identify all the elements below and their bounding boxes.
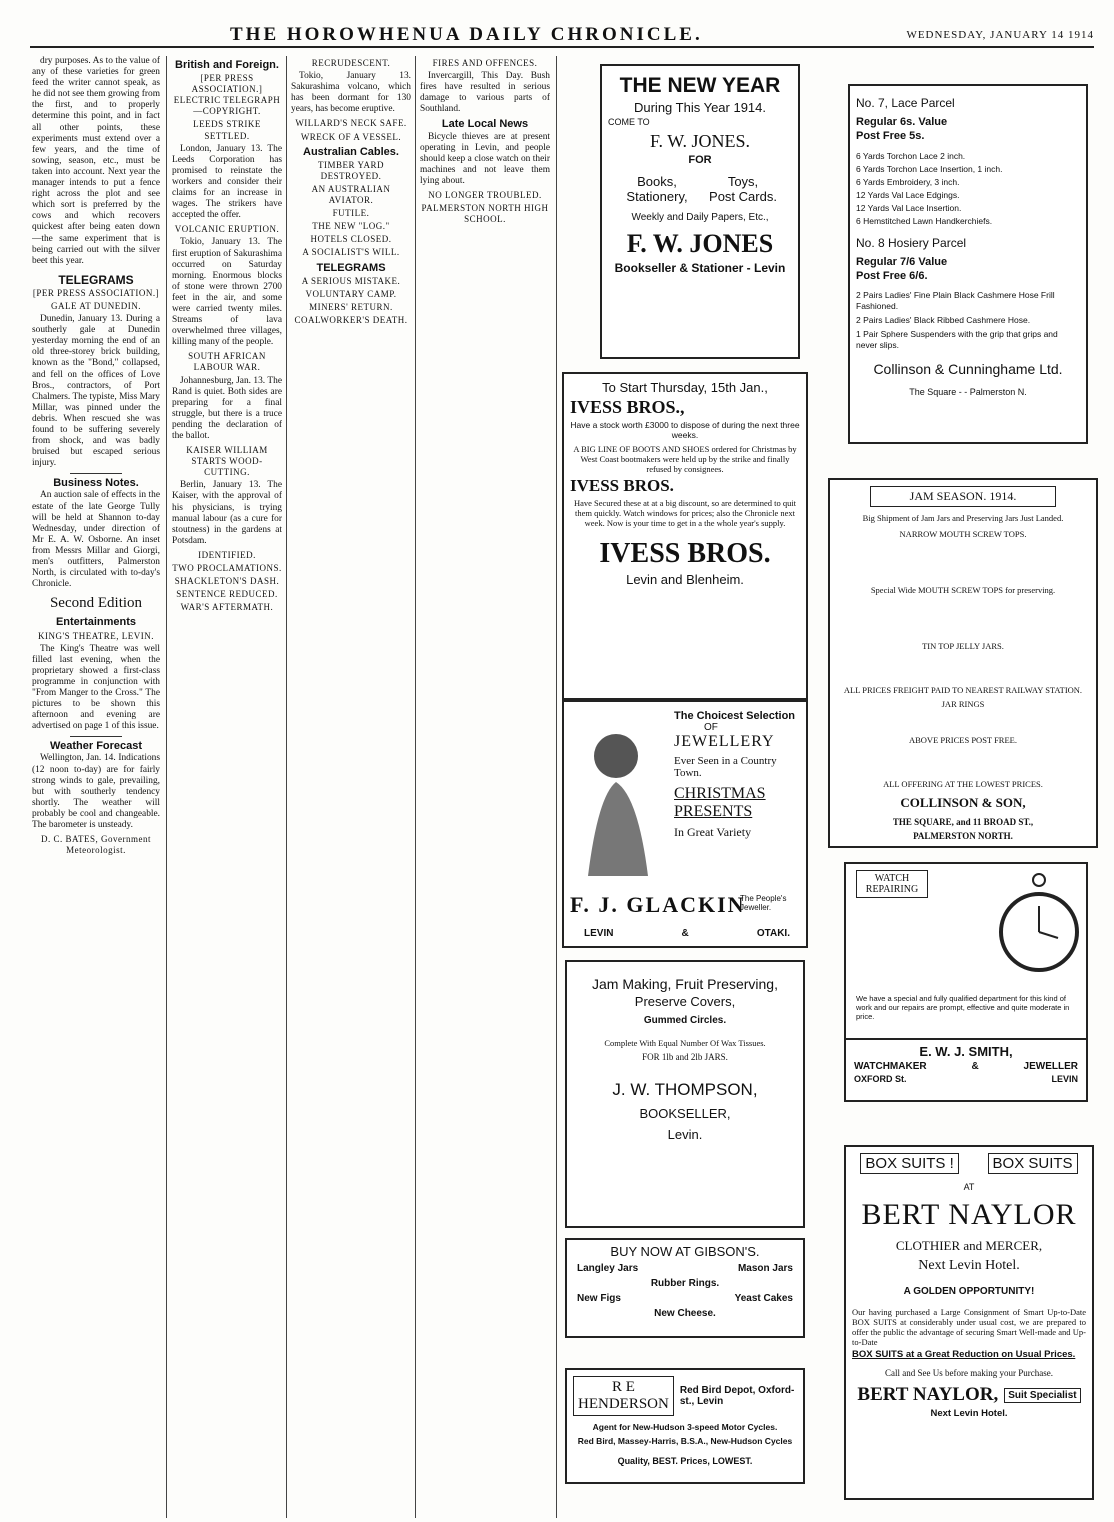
ad-item: 2 Pairs Ladies' Fine Plain Black Cashmere Hose Frill Fashioned. (856, 290, 1055, 311)
article-title: RECRUDESCENT. (311, 58, 391, 68)
ad-line: Regular 6s. Value (856, 116, 948, 128)
article-title: KAISER WILLIAM STARTS WOOD-CUTTING. (186, 445, 268, 478)
article-title: GALE AT DUNEDIN. (50, 300, 142, 311)
article-title: FUTILE. (332, 208, 370, 219)
ad-list (856, 150, 1080, 228)
ad-line: BOOKSELLER, (639, 1106, 731, 1121)
newspaper-title: THE HOROWHENUA DAILY CHRONICLE. (230, 24, 703, 45)
column-rule (415, 56, 416, 1518)
ad-line: Preserve Covers, (634, 994, 736, 1009)
ad-title: BUY NOW AT GIBSON'S. (610, 1244, 760, 1259)
ad-line: The Square - - Palmerston N. (909, 387, 1027, 397)
ad-title: No. 7, Lace Parcel (856, 96, 955, 110)
ad-title: No. 8 Hosiery Parcel (856, 236, 967, 250)
ad-line: PALMERSTON NORTH. (913, 831, 1013, 841)
ad-name: IVESS BROS. (599, 538, 771, 569)
ad-name: F. W. JONES (626, 229, 774, 258)
entertainments-heading: Entertainments (55, 616, 137, 629)
column-4 (420, 56, 550, 1518)
ad-item: 1 Pair Sphere Suspenders with the grip that grips and never slips. (856, 329, 1058, 350)
ad-name: BERT NAYLOR (861, 1198, 1077, 1231)
ad-item: New Figs (577, 1293, 621, 1304)
ad-line: WATCHMAKER (854, 1061, 927, 1072)
ad-line: Gummed Circles. (643, 1015, 727, 1026)
ad-line: FOR 1lb and 2lb JARS. (642, 1052, 728, 1062)
ad-sign: WATCH REPAIRING (856, 870, 928, 898)
ad-trades (854, 1061, 1078, 1072)
issue-date: WEDNESDAY, JANUARY 14 1914 (906, 29, 1094, 41)
article-body: The King's Theatre was well filled last evening, when the proprietary showed a first-class programme in conjunction with "From Manger to the Cross." The pictures to be shown this afternoon and evening are advertised on page 1 of this issue. (32, 643, 160, 732)
ad-line: LEVIN (1051, 1074, 1078, 1084)
ad-line: BOX SUITS at a Great Reduction on Usual Prices. (852, 1349, 1076, 1360)
ad-line: Levin and Blenheim. (626, 572, 744, 587)
ad-item: Stationery, (626, 189, 688, 204)
ad-fw-jones (600, 64, 800, 359)
ad-jam-season (828, 478, 1098, 848)
article-body: An auction sale of effects in the estate of the late George Tully will be held at Shannon to-day Wednesday, under direction of Mr E. A. W. Osborne. An inset from Messrs Millar and Giorgi, men's outfitters, Palmerston North, is circulated with to-day's Chronicle. (32, 490, 160, 590)
section-heading: British and Foreign. (175, 59, 279, 71)
article-title: TWO PROCLAMATIONS. (172, 563, 282, 574)
article-body: Wellington, Jan. 14. Indications (12 noon to-day) are for fairly strong winds to gale, prevailing, but with southerly tendency shortly. The weather will probably be cool and changeable. The barometer is unsteady. (32, 753, 160, 830)
ad-line: Post Free 6/6. (856, 270, 928, 282)
ad-town: LEVIN (584, 928, 614, 939)
ad-footer (846, 1384, 1092, 1406)
ad-name: R E HENDERSON (573, 1376, 674, 1416)
ad-item: Toys, (727, 174, 759, 189)
article-title: VOLCANIC ERUPTION. (174, 224, 280, 235)
ad-line: Our having purchased a Large Consignment of Smart Up-to-Date BOX SUITS at considerably under usual cost, we are prepared to offer the public the advantage of securing Smart Well-made and Up-to-Date (852, 1307, 1086, 1347)
column-3 (291, 56, 411, 1518)
ad-line: COME TO (608, 117, 650, 127)
ad-header (573, 1376, 797, 1416)
article-title: A SERIOUS MISTAKE. (301, 275, 401, 286)
ad-item: 12 Yards Val Lace Insertion. (856, 203, 962, 213)
ad-line: OF (704, 722, 718, 733)
article-title: PALMERSTON NORTH HIGH SCHOOL. (421, 203, 549, 225)
article-title: WAR'S AFTERMATH. (180, 602, 274, 613)
ad-line: Next Levin Hotel. (930, 1408, 1008, 1419)
ad-line: Levin. (667, 1127, 703, 1142)
ad-line: JAR RINGS (941, 699, 985, 709)
article-body: Tokio, January 13. Sakurashima volcano, which has been dormant for 130 years, has become eruptive. (291, 71, 411, 115)
ad-lace-parcel (848, 84, 1088, 444)
ad-address (854, 1074, 1078, 1084)
ad-name: Collinson & Cunninghame Ltd. (873, 361, 1063, 377)
ad-line: ABOVE PRICES POST FREE. (908, 735, 1017, 745)
article-title: TIMBER YARD DESTROYED. (318, 159, 384, 181)
article-body: Johannesburg, Jan. 13. The Rand is quiet. Both sides are preparing for a final struggle, but there is a truce pending the declaration of the ballot. (172, 375, 282, 441)
ad-line: Ever Seen in a Country Town. (674, 755, 777, 779)
business-heading: Business Notes. (53, 477, 139, 490)
article-title: IDENTIFIED. (198, 549, 256, 560)
article-title: A SOCIALIST'S WILL. (302, 247, 400, 258)
press-assoc: [PER PRESS ASSOCIATION.] ELECTRIC TELEGRAPH—COPYRIGHT. (173, 73, 281, 117)
article-body: Dunedin, January 13. During a southerly gale at Dunedin yesterday morning the end of an old three-storey brick building, known as the "Bond," collapsed, and fell on the offices of Love Bros., contractors, of Port Chalmers. The typiste, Miss Mary Millar, was pinned under the debris. When rescued she was found to be suffering severely from shock, and was badly bruised but escaped serious injury. (32, 314, 160, 469)
ad-name: J. W. THOMPSON, (612, 1080, 758, 1099)
column-rule (286, 56, 287, 1518)
ad-bert-naylor (844, 1145, 1094, 1500)
ad-line: Red Bird, Massey-Harris, B.S.A., New-Hudson Cycles (577, 1436, 793, 1446)
signature: D. C. BATES, Government Meteorologist. (41, 834, 151, 856)
telegrams-heading: TELEGRAMS (316, 261, 386, 274)
ad-item: Yeast Cakes (734, 1293, 793, 1304)
ad-line: Post Free 5s. (856, 130, 925, 142)
ad-town: & (681, 928, 689, 939)
ad-line: In Great Variety (674, 825, 752, 839)
press-assoc: [PER PRESS ASSOCIATION.] (32, 287, 160, 298)
article-body: London, January 13. The Leeds Corporation has promised to reinstate the workers and consider their claims for an increase in wages. The strikers have accepted the offer. (172, 143, 282, 221)
ad-line: ALL OFFERING AT THE LOWEST PRICES. (883, 779, 1043, 789)
ad-name: IVESS BROS., (570, 397, 685, 417)
ad-item: 6 Hemstitched Lawn Handkerchiefs. (856, 216, 993, 226)
ad-name: IVESS BROS. (570, 476, 674, 495)
ad-glackin (562, 700, 808, 948)
ad-line: Agent for New-Hudson 3-speed Motor Cycles. (592, 1422, 778, 1432)
article-title: WILLARD'S NECK SAFE. (295, 118, 407, 129)
ad-ivess-bros (562, 372, 808, 700)
article-title: COALWORKER'S DEATH. (294, 314, 408, 325)
ad-line: To Start Thursday, 15th Jan., (602, 380, 768, 395)
ad-line: Big Shipment of Jam Jars and Preserving Jars Just Landed. (862, 513, 1064, 523)
ad-line: Have a stock worth £3000 to dispose of during the next three weeks. (570, 420, 800, 440)
second-edition: Second Edition (49, 595, 143, 612)
article-body: Invercargill, This Day. Bush fires have resulted in serious damage to various parts of Southland. (420, 71, 550, 115)
ad-line: FOR (688, 154, 712, 166)
ad-line: ALL PRICES FREIGHT PAID TO NEAREST RAILWAY STATION. (843, 685, 1083, 695)
ad-line: JEWELLER (1023, 1061, 1078, 1072)
article-body: Bicycle thieves are at present operating in Levin, and people should keep a close watch on their machines and not leave them lying about. (420, 131, 550, 186)
column-2 (172, 56, 282, 1518)
ad-line: TIN TOP JELLY JARS. (922, 641, 1004, 651)
ad-line: JEWELLERY (674, 733, 775, 750)
ad-title: THE NEW YEAR (619, 74, 781, 97)
ad-item: Books, (637, 174, 677, 189)
ad-name: F. J. GLACKIN (570, 892, 746, 917)
ad-item: Post Cards. (709, 189, 777, 204)
ad-name: F. W. JONES. (649, 131, 751, 151)
separator (70, 736, 121, 737)
ad-watch-footer (844, 1040, 1088, 1102)
ad-jw-thompson (565, 960, 805, 1228)
ad-line: THE SQUARE, and 11 BROAD ST., (892, 817, 1034, 827)
telegrams-heading: TELEGRAMS (58, 272, 134, 287)
ad-item: Mason Jars (737, 1263, 793, 1274)
woman-illustration-icon (568, 716, 660, 884)
ad-header (846, 1153, 1092, 1174)
article-body: Berlin, January 13. The Kaiser, with the approval of his physicians, is trying manual labour (as a cure for stoutness) in the gardens at Potsdam. (172, 480, 282, 546)
ad-name: BERT NAYLOR, (857, 1384, 999, 1405)
ad-henderson (565, 1368, 805, 1484)
ad-line: & (971, 1061, 979, 1072)
ad-items (577, 1263, 793, 1319)
ad-line: The Choicest Selection (674, 710, 796, 722)
article-title: SHACKLETON'S DASH. (174, 576, 280, 587)
ad-line: OXFORD St. (854, 1074, 907, 1084)
ad-line: Special Wide MOUTH SCREW TOPS for preserving. (870, 585, 1056, 595)
ad-list (856, 290, 1080, 351)
ad-watch-repairing (844, 862, 1088, 1040)
ad-line: We have a special and fully qualified department for this kind of work and our repairs are prompt, effective and quite moderate in price. (856, 994, 1070, 1021)
article-title: HOTELS CLOSED. (310, 234, 392, 245)
column-rule (166, 56, 167, 1518)
ad-title: JAM SEASON. 1914. (870, 486, 1056, 507)
section-heading: Late Local News (441, 118, 529, 131)
ad-line: Weekly and Daily Papers, Etc., (631, 212, 769, 223)
ad-text-block (674, 710, 804, 840)
ad-item: 6 Yards Torchon Lace 2 inch. (856, 151, 966, 161)
ad-line: Next Levin Hotel. (918, 1258, 1020, 1273)
ad-line: During This Year 1914. (633, 100, 767, 115)
article-title: SENTENCE REDUCED. (176, 589, 278, 600)
ad-line: A GOLDEN OPPORTUNITY! (903, 1286, 1035, 1297)
separator (70, 473, 121, 474)
ad-item: New Cheese. (654, 1308, 716, 1319)
ad-item: 6 Yards Torchon Lace Insertion, 1 inch. (856, 164, 1003, 174)
ad-item: 12 Yards Val Lace Edgings. (856, 190, 960, 200)
ad-item: 6 Yards Embroidery, 3 inch. (856, 177, 960, 187)
ad-line: Bookseller & Stationer - Levin (614, 261, 786, 275)
ad-line: CHRISTMAS PRESENTS (674, 785, 766, 820)
ad-name: E. W. J. SMITH, (919, 1044, 1013, 1059)
ad-title: BOX SUITS ! (860, 1153, 958, 1174)
weather-heading: Weather Forecast (49, 740, 143, 753)
article-title: AN AUSTRALIAN AVIATOR. (311, 183, 391, 206)
pocket-watch-icon (996, 868, 1082, 988)
ad-line: Red Bird Depot, Oxford-st., Levin (679, 1385, 795, 1407)
ad-line: Complete With Equal Number Of Wax Tissues. (604, 1038, 766, 1048)
ad-town: OTAKI. (756, 928, 790, 939)
ad-line: Jam Making, Fruit Preserving, (592, 976, 778, 992)
article-title: NO LONGER TROUBLED. (428, 190, 542, 201)
ad-line: CLOTHIER and MERCER, (895, 1238, 1043, 1253)
ad-item: Langley Jars (577, 1263, 639, 1274)
article-title: FIRES AND OFFENCES. (432, 58, 538, 68)
ad-line: Regular 7/6 Value (856, 256, 948, 268)
ad-line: A BIG LINE OF BOOTS AND SHOES ordered for Christmas by West Coast bootmakers were held up by the strike and finally refused by consignees. (573, 444, 797, 474)
article-body: Tokio, January 13. The first eruption of Sakurashima occurred on Saturday morning. Enormous blocks of stone were thrown 2700 feet in the air, and some were carried twenty miles. Streams of lava overwhelmed three villages, killing many of the people. (172, 237, 282, 348)
column-rule (556, 56, 557, 1518)
ad-line: NARROW MOUTH SCREW TOPS. (899, 529, 1027, 539)
article-title: WRECK OF A VESSEL. (300, 131, 402, 142)
ad-item: Rubber Rings. (650, 1278, 720, 1289)
ad-title: BOX SUITS (988, 1153, 1078, 1174)
ad-line: Have Secured these at at a big discount, so are determined to quit them quickly. Watch windows for prices; also the Chronicle next week. Now is your time to get in a the whole year's supply. (573, 498, 797, 528)
ad-line: The People's Jeweller. (740, 894, 787, 912)
article-title: SOUTH AFRICAN LABOUR WAR. (188, 351, 266, 373)
ad-name: COLLINSON & SON, (900, 795, 1026, 810)
article-title: MINERS' RETURN. (309, 301, 393, 312)
ad-line: Quality, BEST. Prices, LOWEST. (617, 1456, 753, 1466)
masthead (30, 24, 1094, 48)
ad-line: Call and See Us before making your Purchase. (885, 1368, 1053, 1378)
article-intro: dry purposes. As to the value of any of these varieties for green feed the writer cannot speak, as he did not see them growing from the first, and to properly determine this point, and in fact all other points, these experiments must extend over a few years, and the time of sowing, season, etc., must be taken into account. Next year the manager intends to put a fence right across the plot and see which sort is preferred by the cows and which recovers quickest after being eaten down—the same experiment that is being carried out with the silver beet this year. (32, 56, 160, 266)
ad-line: AT (963, 1182, 975, 1192)
article-title: LEEDS STRIKE SETTLED. (193, 119, 261, 141)
ad-towns (584, 928, 790, 939)
article-title: VOLUNTARY CAMP. (305, 288, 397, 299)
ad-line: Suit Specialist (1004, 1388, 1080, 1403)
ad-item: 2 Pairs Ladies' Black Ribbed Cashmere Hose. (856, 315, 1031, 325)
ad-gibsons (565, 1238, 805, 1338)
column-1 (32, 56, 160, 1518)
section-heading: Australian Cables. (303, 145, 399, 158)
article-title: KING'S THEATRE, LEVIN. (38, 630, 154, 641)
article-title: THE NEW "LOG." (312, 221, 390, 232)
ad-items (614, 174, 786, 204)
